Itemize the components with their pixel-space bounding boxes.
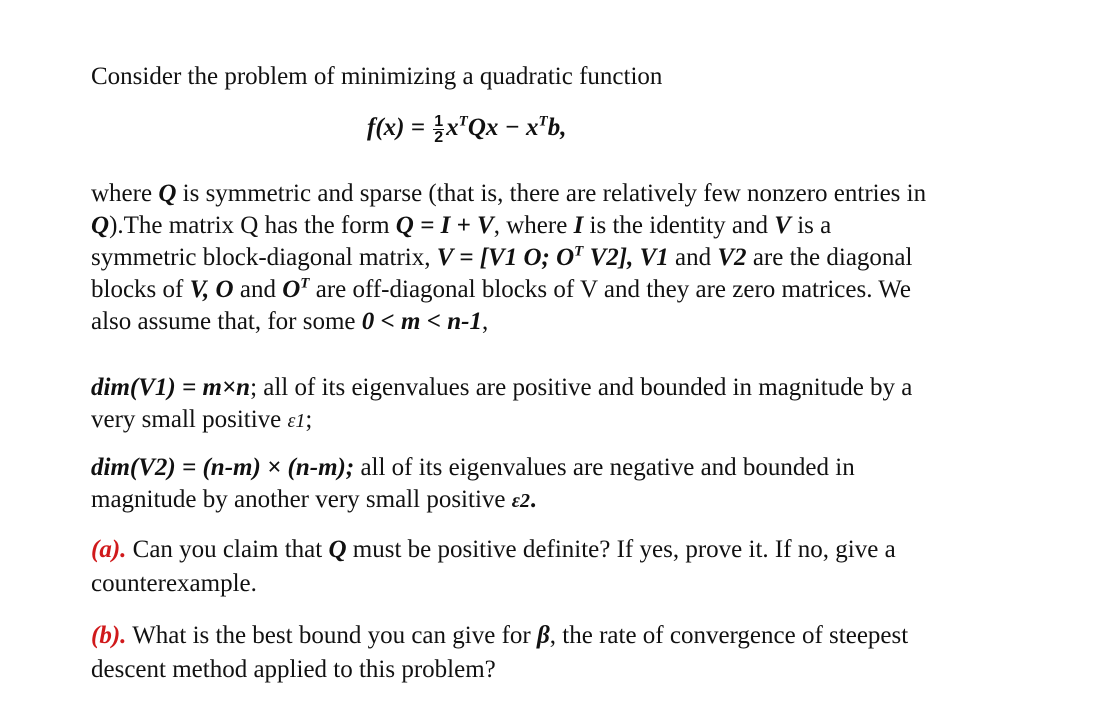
epsilon-2: ε2 <box>511 490 530 512</box>
desc-line-3: symmetric block-diagonal matrix, V = [V1 O; $O^T$ V2], V1 and V2 are the diagonal <box>91 243 913 271</box>
question-b-label: (b). <box>91 622 127 649</box>
desc-line-1: where Q is symmetric and sparse (that is, there are relatively few nonzero entries in <box>91 180 927 207</box>
problem-description <box>91 178 1051 338</box>
one-half-fraction: $\frac{1}{2}$ <box>434 112 444 146</box>
question-a-label: (a). <box>91 536 127 563</box>
desc-line-2: Q).The matrix Q has the form Q = I + V, where I is the identity and V is a <box>91 212 832 239</box>
question-b: (b). What is the best bound you can give for β, the rate of convergence of steepest descent method applied to this problem? <box>91 622 909 683</box>
desc-line-5: also assume that, for some 0 < m < n-1, <box>91 308 489 335</box>
epsilon-1: ε1 <box>287 410 306 432</box>
desc-line-4: blocks of V, O and $O^T$ are off-diagonal blocks of V and they are zero matrices. We <box>91 275 911 303</box>
condition-v2: dim(V2) = (n-m) × (n-m); all of its eigenvalues are negative and bounded in magnitude by another very small positive ε2. <box>91 454 855 513</box>
question-a: (a). Can you claim that Q must be positive definite? If yes, prove it. If no, give a counterexample. <box>91 536 896 597</box>
quadratic-formula: f(x) = $\frac{1}{2}$ $x^TQx - x^Tb$, <box>367 112 567 146</box>
intro-sentence: Consider the problem of minimizing a quadratic function <box>91 63 663 90</box>
condition-v1: dim(V1) = m×n; all of its eigenvalues are positive and bounded in magnitude by a very small positive ε1; <box>91 374 913 433</box>
